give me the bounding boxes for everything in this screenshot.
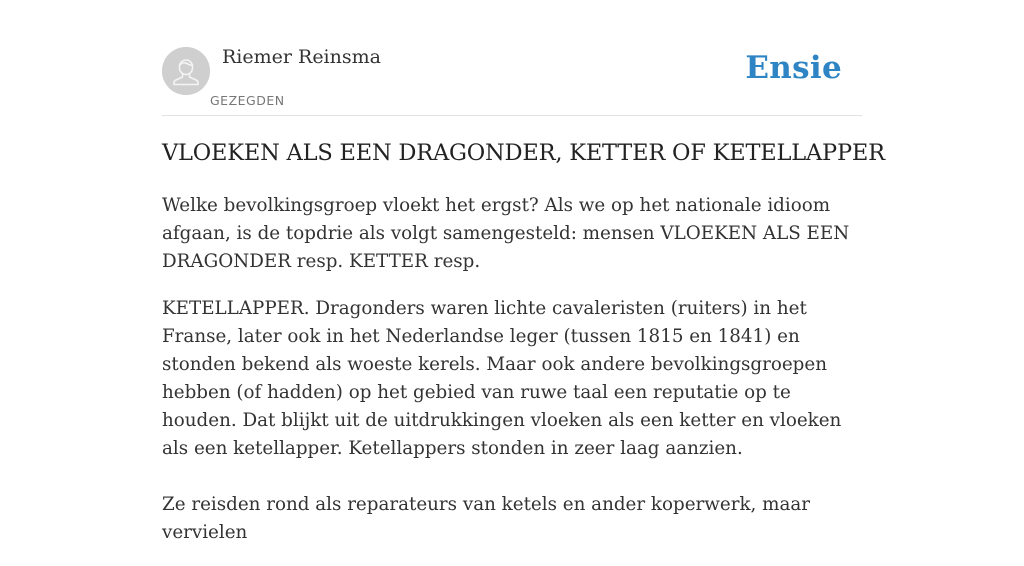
category-label[interactable]: GEZEGDEN xyxy=(210,93,285,108)
article-body xyxy=(162,192,862,566)
article-title: VLOEKEN ALS EEN DRAGONDER, KETTER OF KETELLAPPER xyxy=(162,140,885,166)
user-avatar-icon[interactable] xyxy=(162,47,210,95)
paragraph: Welke bevolkingsgroep vloekt het ergst? Als we op het nationale idioom afgaan, is de topdrie als volgt samengesteld: mensen VLOEKEN ALS EEN DRAGONDER resp. KETTER resp. xyxy=(162,195,850,272)
author-name[interactable]: Riemer Reinsma xyxy=(222,46,381,68)
article-card xyxy=(162,0,885,543)
paragraph: Ze reisden rond als reparateurs van ketels en ander koperwerk, maar vervielen xyxy=(162,494,811,543)
article-header xyxy=(162,0,862,116)
ensie-logo[interactable]: Ensie xyxy=(745,50,842,86)
paragraph: KETELLAPPER. Dragonders waren lichte cavaleristen (ruiters) in het Franse, later ook in het Nederlandse leger (tussen 1815 en 1841) en stonden bekend als woeste kerels. Maar ook andere bevolkingsgroepen hebben (of hadden) op het gebied van ruwe taal een reputatie op te houden. Dat blijkt uit de uitdrukkingen vloeken als een ketter en vloeken als een ketellapper. Ketellappers stonden in zeer laag aanzien. xyxy=(162,298,842,459)
